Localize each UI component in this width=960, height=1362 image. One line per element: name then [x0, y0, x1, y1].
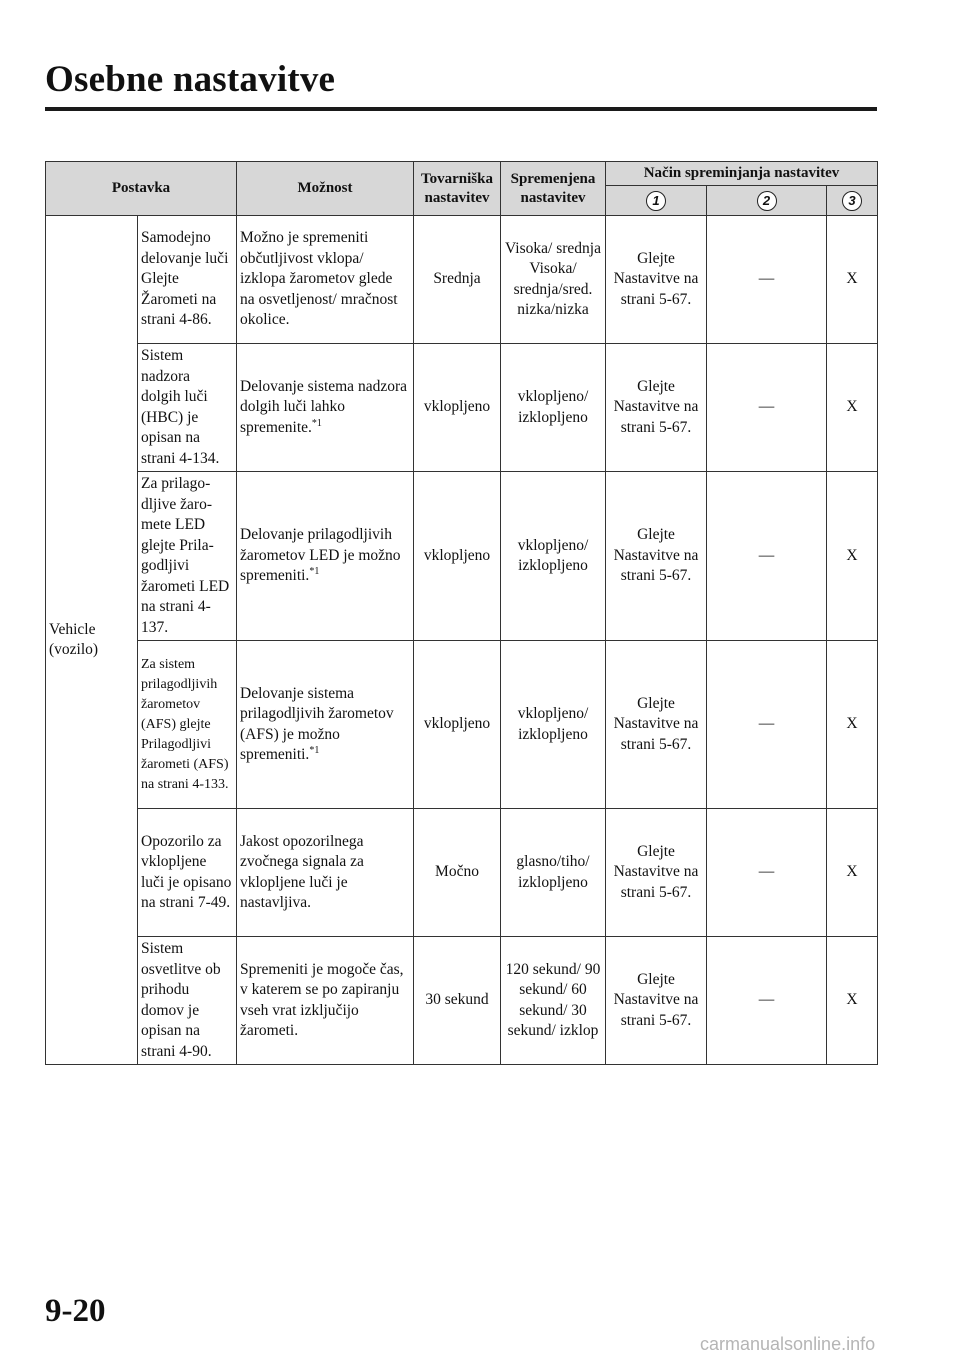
header-method-1 — [606, 186, 707, 216]
cell-method-3: X — [827, 472, 878, 641]
cell-tovarniska: 30 sekund — [414, 937, 501, 1065]
cell-spremenjena: Visoka/ srednja Visoka/ srednja/sred. nizka/nizka — [501, 216, 606, 344]
cell-postavka: Opozorilo za vklopljene luči je opisano na strani 7-49. — [138, 809, 237, 937]
footnote-marker: *1 — [309, 566, 320, 578]
cell-spremenjena: vklopljeno/ izklopljeno — [501, 344, 606, 472]
cell-moznost — [237, 472, 414, 641]
header-spremenjena: Spremenjena nastavitev — [501, 162, 606, 216]
cell-spremenjena: vklopljeno/ izklopljeno — [501, 472, 606, 641]
cell-method-1: Glejte Nastavitve na strani 5-67. — [606, 641, 707, 809]
cell-moznost: Možno je spremeniti občutljivost vklopa/ izklopa žarometov glede na osvetljenost/ mračnost okolice. — [237, 216, 414, 344]
cell-postavka: Samodejno delovanje luči Glejte Žarometi na strani 4-86. — [138, 216, 237, 344]
header-tovarniska: Tovarniška nastavitev — [414, 162, 501, 216]
cell-method-3: X — [827, 937, 878, 1065]
cell-moznost — [237, 641, 414, 809]
cell-postavka: Za prilago- dljive žaro- mete LED glejte Prila- godljivi žarometi LED na strani 4-137. — [138, 472, 237, 641]
header-postavka: Postavka — [46, 162, 237, 216]
header-method-3 — [827, 186, 878, 216]
circled-1-icon: 1 — [646, 191, 666, 211]
circled-3-icon: 3 — [842, 191, 862, 211]
cell-method-1: Glejte Nastavitve na strani 5-67. — [606, 937, 707, 1065]
cell-method-2: — — [707, 472, 827, 641]
table-row — [46, 344, 878, 472]
table-row — [46, 472, 878, 641]
cell-tovarniska: Močno — [414, 809, 501, 937]
header-moznost: Možnost — [237, 162, 414, 216]
header-nacin: Način spreminjanja nastavitev — [606, 162, 878, 186]
cell-moznost-text: Delovanje sistema nadzora dolgih luči lahko spremenite. — [240, 377, 407, 436]
header-method-2 — [707, 186, 827, 216]
table-row — [46, 641, 878, 809]
table-row — [46, 216, 878, 344]
cell-method-2: — — [707, 344, 827, 472]
title-divider — [45, 107, 877, 111]
cell-postavka: Za sistem prilagodljivih žarometov (AFS) glejte Prilagodljivi žarometi (AFS) na strani 4-133. — [138, 641, 237, 809]
cell-method-3: X — [827, 344, 878, 472]
cell-moznost: Jakost opozorilnega zvočnega signala za vklopljene luči je nastavljiva. — [237, 809, 414, 937]
cell-method-3: X — [827, 641, 878, 809]
cell-postavka: Sistem nadzora dolgih luči (HBC) je opisan na strani 4-134. — [138, 344, 237, 472]
settings-table — [45, 161, 878, 1065]
cell-method-2: — — [707, 216, 827, 344]
cell-method-2: — — [707, 809, 827, 937]
cell-method-1: Glejte Nastavitve na strani 5-67. — [606, 216, 707, 344]
cell-moznost — [237, 344, 414, 472]
cell-tovarniska: vklopljeno — [414, 641, 501, 809]
table-row — [46, 937, 878, 1065]
cell-method-2: — — [707, 641, 827, 809]
cell-method-1: Glejte Nastavitve na strani 5-67. — [606, 809, 707, 937]
footnote-marker: *1 — [309, 744, 320, 756]
cell-tovarniska: vklopljeno — [414, 472, 501, 641]
page-title: Osebne nastavitve — [45, 59, 336, 100]
circled-2-icon: 2 — [757, 191, 777, 211]
cell-moznost: Spremeniti je mogoče čas, v katerem se po zapiranju vseh vrat izključijo žarometi. — [237, 937, 414, 1065]
cell-spremenjena: 120 sekund/ 90 sekund/ 60 sekund/ 30 sekund/ izklop — [501, 937, 606, 1065]
cell-method-1: Glejte Nastavitve na strani 5-67. — [606, 472, 707, 641]
cell-moznost-text: Delovanje prilagodljivih žarometov LED je možno spremeniti. — [240, 526, 401, 585]
cell-method-1: Glejte Nastavitve na strani 5-67. — [606, 344, 707, 472]
cell-method-3: X — [827, 216, 878, 344]
table-row — [46, 809, 878, 937]
cell-moznost-text: Delovanje sistema prilagodljivih žarometov (AFS) je možno spremeniti. — [240, 684, 394, 763]
cell-spremenjena: vklopljeno/ izklopljeno — [501, 641, 606, 809]
cell-method-2: — — [707, 937, 827, 1065]
cell-method-3: X — [827, 809, 878, 937]
cell-postavka: Sistem osvetlitve ob prihodu domov je opisan na strani 4-90. — [138, 937, 237, 1065]
footnote-marker: *1 — [311, 417, 322, 429]
group-vehicle: Vehicle (vozilo) — [46, 216, 138, 1065]
cell-spremenjena: glasno/tiho/ izklopljeno — [501, 809, 606, 937]
watermark: carmanualsonline.info — [700, 1334, 876, 1354]
page-number: 9-20 — [45, 1293, 106, 1329]
cell-tovarniska: vklopljeno — [414, 344, 501, 472]
cell-tovarniska: Srednja — [414, 216, 501, 344]
